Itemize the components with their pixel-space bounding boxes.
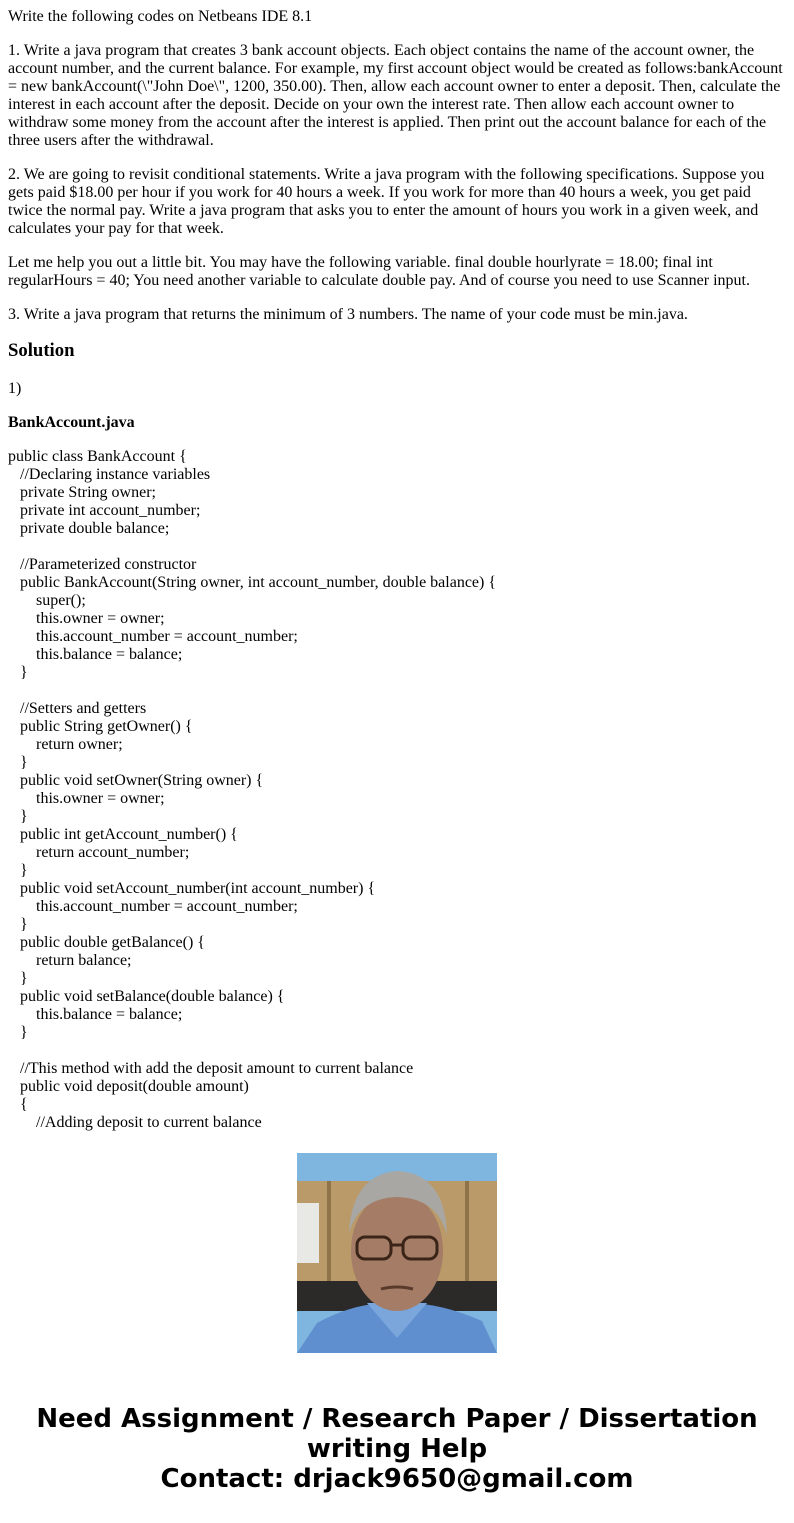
- code-filename: [8, 414, 786, 432]
- person-portrait-icon: [297, 1153, 497, 1353]
- solution-heading: Solution: [8, 340, 75, 361]
- question-3: 3. Write a java program that returns the minimum of 3 numbers. The name of your code must be min.java.: [8, 306, 688, 323]
- contact-email: Contact: drjack9650@gmail.com: [160, 1464, 634, 1494]
- contact-banner: [0, 1404, 794, 1494]
- question-2-hint: Let me help you out a little bit. You may have the following variable. final double hourlyrate = 18.00; final int regularHours = 40; You need another variable to calculate double pay. And of course you need to use Scanner input.: [8, 254, 750, 289]
- code-block-truncated: [8, 448, 786, 1131]
- help-tagline: Need Assignment / Research Paper / Dissertation writing Help: [36, 1404, 758, 1464]
- solution-part-label: 1): [8, 380, 22, 397]
- question-intro: Write the following codes on Netbeans IDE 8.1: [8, 8, 313, 25]
- code-listing: public class BankAccount { //Declaring instance variables private String owner; private int account_number; private double balance; //Parameterized constructor public BankAccount(String owner, int account_number, double balance) { super(); this.owner = owner; this.account_number = account_number; this.balance = balance; } //Setters and getters public String getOwner() { return owner; } public void setOwner(String owner) { this.owner = owner; } public int getAccount_number() { return account_number; } public void setAccount_number(int account_number) { this.account_number = account_number; } public double getBalance() { return balance; } public void setBalance(double balance) { this.balance = balance; } //This method with add the deposit amount to current balance public void deposit(double amount) { //Adding deposit to current balance: [8, 448, 497, 1131]
- question-2: 2. We are going to revisit conditional statements. Write a java program with the following specifications. Suppose you gets paid $18.00 per hour if you work for 40 hours a week. If you work for more than 40 hours a week, you get paid twice the normal pay. Write a java program that asks you to enter the amount of hours you work in a given week, and calculates your pay for that week.: [8, 166, 765, 237]
- code-filename-text: BankAccount.java: [8, 414, 135, 431]
- question-1: 1. Write a java program that creates 3 bank account objects. Each object contains the name of the account owner, the account number, and the current balance. For example, my first account object would be created as follows:bankAccount = new bankAccount(\"John Doe\", 1200, 350.00). Then, allow each account owner to enter a deposit. Then, calculate the interest in each account after the deposit. Decide on your own the interest rate. Then allow each account owner to withdraw some money from the account after the interest is applied. Then print out the account balance for each of the three users after the withdrawal.: [8, 42, 783, 149]
- author-photo: [297, 1153, 497, 1353]
- document: [8, 8, 786, 1131]
